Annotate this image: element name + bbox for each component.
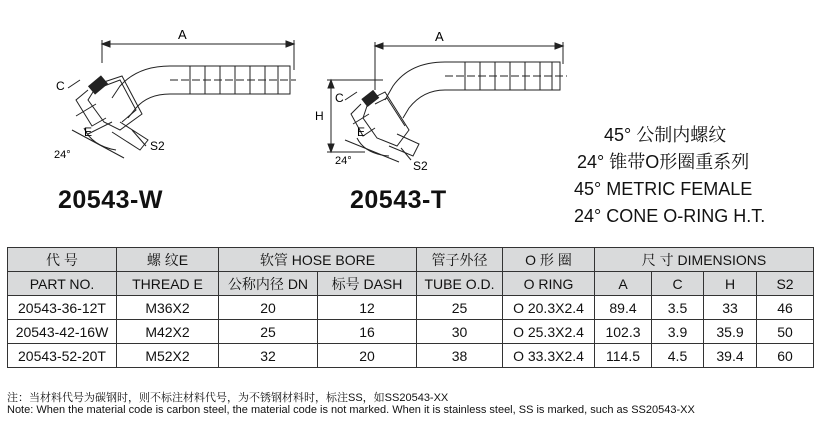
cell-tube: 25 bbox=[417, 296, 503, 320]
cell-s2: 60 bbox=[757, 344, 814, 368]
cell-part: 20543-36-12T bbox=[8, 296, 117, 320]
cell-dash: 16 bbox=[318, 320, 417, 344]
cell-c: 4.5 bbox=[652, 344, 704, 368]
dim-s2-label-w: S2 bbox=[150, 139, 165, 153]
cell-a: 114.5 bbox=[595, 344, 652, 368]
header-dim-c: C bbox=[652, 272, 704, 296]
cell-tube: 38 bbox=[417, 344, 503, 368]
cell-tube: 30 bbox=[417, 320, 503, 344]
cell-oring: O 25.3X2.4 bbox=[503, 320, 595, 344]
cell-h: 35.9 bbox=[704, 320, 757, 344]
table-header-en bbox=[8, 272, 814, 296]
header-oring-cn: O 形 圈 bbox=[503, 248, 595, 272]
cell-thread: M52X2 bbox=[117, 344, 219, 368]
header-thread-en: THREAD E bbox=[117, 272, 219, 296]
angle-label-t: 24° bbox=[335, 155, 352, 167]
cell-h: 33 bbox=[704, 296, 757, 320]
dim-h-label-t: H bbox=[315, 109, 324, 123]
cell-part: 20543-42-16W bbox=[8, 320, 117, 344]
cell-c: 3.5 bbox=[652, 296, 704, 320]
header-hose-bore: 软管 HOSE BORE bbox=[219, 248, 417, 272]
cell-thread: M36X2 bbox=[117, 296, 219, 320]
dim-c-label-t: C bbox=[335, 91, 344, 105]
cell-a: 102.3 bbox=[595, 320, 652, 344]
header-dim-s2: S2 bbox=[757, 272, 814, 296]
fitting-drawing-w bbox=[20, 18, 320, 178]
header-dim-a: A bbox=[595, 272, 652, 296]
dim-e-label-t: E bbox=[357, 125, 366, 139]
dim-a-label-t: A bbox=[435, 29, 444, 44]
cell-dn: 32 bbox=[219, 344, 318, 368]
fitting-drawing-t bbox=[305, 20, 575, 180]
cell-oring: O 33.3X2.4 bbox=[503, 344, 595, 368]
cell-oring: O 20.3X2.4 bbox=[503, 296, 595, 320]
table-row bbox=[8, 320, 814, 344]
header-oring-en: O RING bbox=[503, 272, 595, 296]
dim-e-label-w: E bbox=[84, 125, 93, 139]
table-header-cn bbox=[8, 248, 814, 272]
cell-dn: 25 bbox=[219, 320, 318, 344]
description-line-1: 45° 公制内螺纹 bbox=[604, 125, 727, 145]
cell-thread: M42X2 bbox=[117, 320, 219, 344]
table-row bbox=[8, 344, 814, 368]
dim-s2-label-t: S2 bbox=[413, 159, 428, 173]
header-tube-en: TUBE O.D. bbox=[417, 272, 503, 296]
cell-dn: 20 bbox=[219, 296, 318, 320]
header-dn: 公称内径 DN bbox=[219, 272, 318, 296]
table-row bbox=[8, 296, 814, 320]
note-english: Note: When the material code is carbon steel, the material code is not marked. When it is stainless steel, SS is marked, such as SS20543-XX bbox=[7, 404, 695, 416]
cell-h: 39.4 bbox=[704, 344, 757, 368]
angle-label-w: 24° bbox=[54, 149, 71, 161]
header-thread-cn: 螺 纹E bbox=[117, 248, 219, 272]
model-title-t: 20543-T bbox=[350, 186, 447, 214]
note-chinese: 注：当材料代号为碳钢时，则不标注材料代号，为不锈钢材料时，标注SS，如SS20543-XX bbox=[7, 392, 449, 404]
cell-dash: 20 bbox=[318, 344, 417, 368]
cell-c: 3.9 bbox=[652, 320, 704, 344]
header-dimensions: 尺 寸 DIMENSIONS bbox=[595, 248, 814, 272]
cell-part: 20543-52-20T bbox=[8, 344, 117, 368]
cell-dash: 12 bbox=[318, 296, 417, 320]
dim-a-label-w: A bbox=[178, 27, 187, 42]
description-line-4: 24° CONE O-RING H.T. bbox=[574, 206, 766, 226]
dim-c-label-w: C bbox=[56, 79, 65, 93]
header-tube-cn: 管子外径 bbox=[417, 248, 503, 272]
cell-s2: 50 bbox=[757, 320, 814, 344]
header-dim-h: H bbox=[704, 272, 757, 296]
cell-s2: 46 bbox=[757, 296, 814, 320]
header-part-en: PART NO. bbox=[8, 272, 117, 296]
model-title-w: 20543-W bbox=[58, 186, 163, 214]
header-dash: 标号 DASH bbox=[318, 272, 417, 296]
header-part-cn: 代 号 bbox=[8, 248, 117, 272]
spec-table bbox=[7, 247, 814, 368]
description-line-3: 45° METRIC FEMALE bbox=[574, 179, 753, 199]
description-line-2: 24° 锥带O形圈重系列 bbox=[577, 152, 750, 172]
cell-a: 89.4 bbox=[595, 296, 652, 320]
